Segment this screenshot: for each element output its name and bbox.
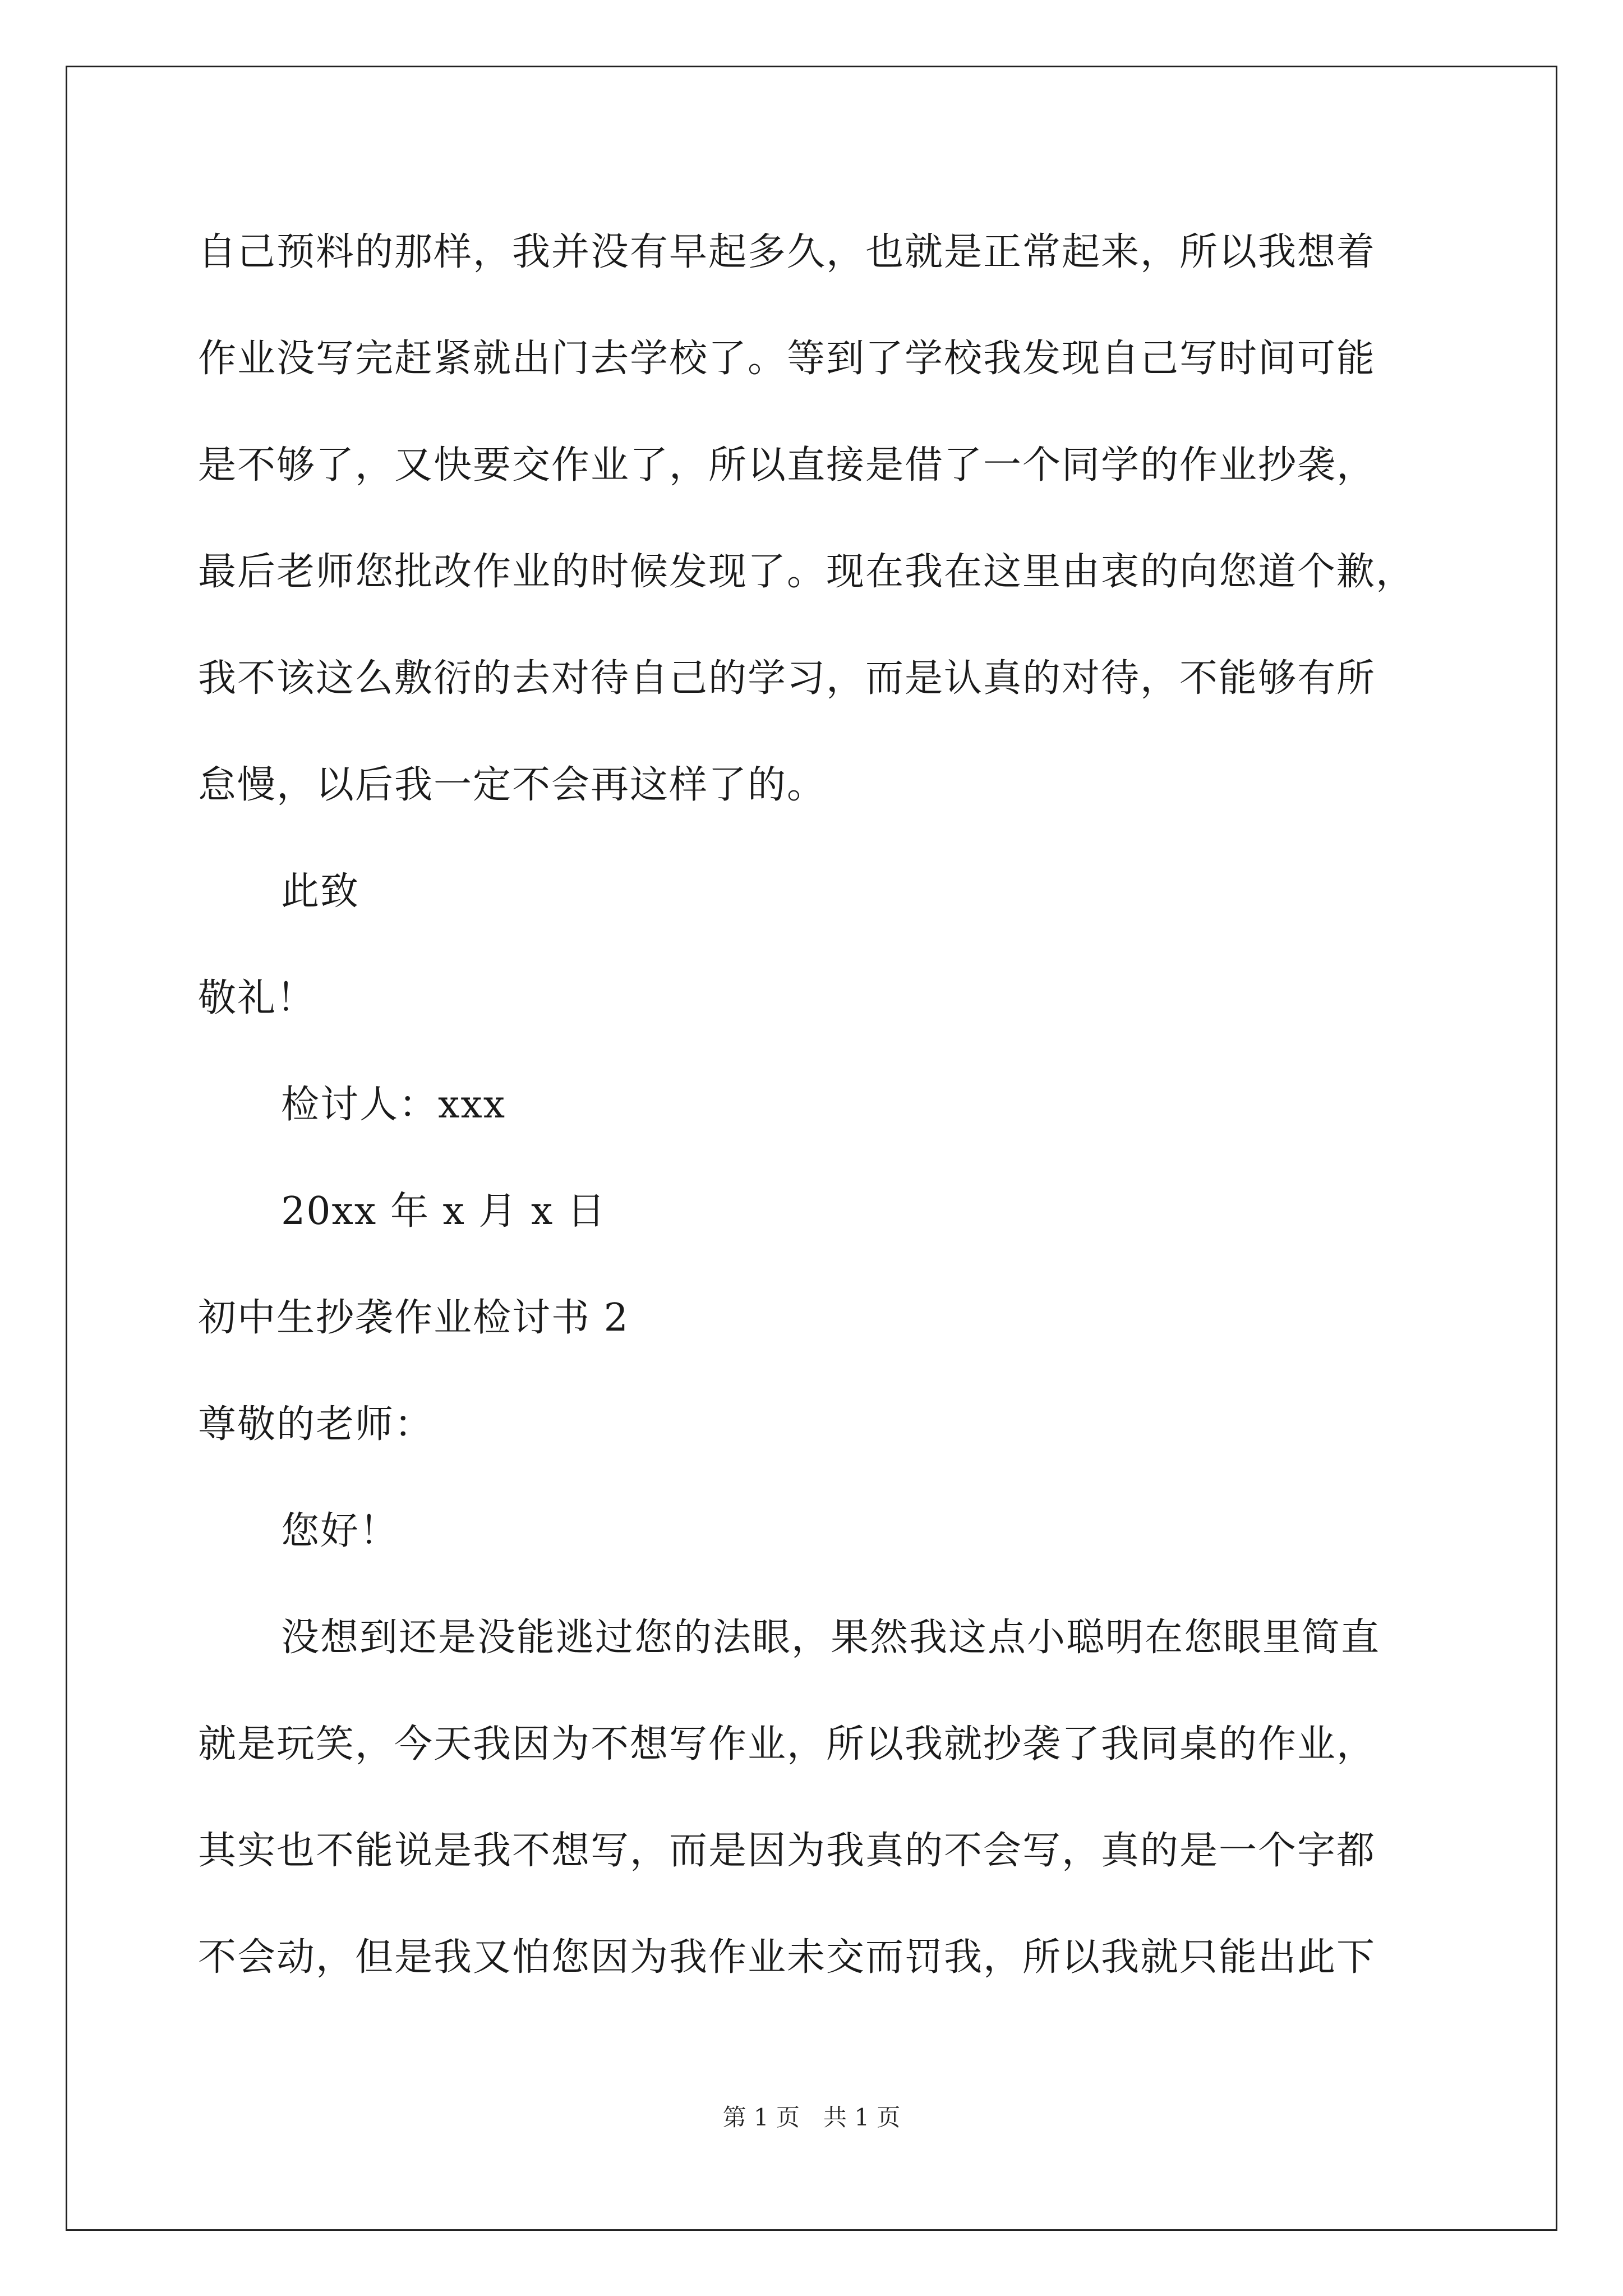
body-line: 怠慢，以后我一定不会再这样了的。 xyxy=(198,763,827,807)
page-number: 第 1 页 共 1 页 xyxy=(722,2104,901,2131)
closing-salutation: 此致 xyxy=(281,869,360,914)
body-line: 没想到还是没能逃过您的法眼，果然我这点小聪明在您眼里简直 xyxy=(281,1616,1381,1660)
body-line: 是不够了，又快要交作业了，所以直接是借了一个同学的作业抄袭， xyxy=(198,443,1376,487)
body-line: 自己预料的那样，我并没有早起多久，也就是正常起来，所以我想着 xyxy=(198,230,1376,274)
page-border xyxy=(66,66,1557,2231)
body-line: 就是玩笑，今天我因为不想写作业，所以我就抄袭了我同桌的作业， xyxy=(198,1722,1376,1766)
body-line: 不会动，但是我又怕您因为我作业未交而罚我，所以我就只能出此下 xyxy=(198,1935,1376,1980)
greeting: 您好！ xyxy=(281,1509,399,1553)
signature-line: 检讨人：xxx xyxy=(281,1083,506,1127)
greeting-addressee: 尊敬的老师： xyxy=(198,1402,434,1447)
date-line: 20xx 年 x 月 x 日 xyxy=(281,1189,607,1234)
body-line: 我不该这么敷衍的去对待自己的学习，而是认真的对待，不能够有所 xyxy=(198,656,1376,701)
body-line: 最后老师您批改作业的时候发现了。现在我在这里由衷的向您道个歉， xyxy=(198,550,1415,594)
section-title: 初中生抄袭作业检讨书 2 xyxy=(198,1296,629,1340)
body-line: 作业没写完赶紧就出门去学校了。等到了学校我发现自己写时间可能 xyxy=(198,337,1376,381)
body-line: 其实也不能说是我不想写，而是因为我真的不会写，真的是一个字都 xyxy=(198,1829,1376,1873)
closing-regards: 敬礼！ xyxy=(198,976,316,1020)
